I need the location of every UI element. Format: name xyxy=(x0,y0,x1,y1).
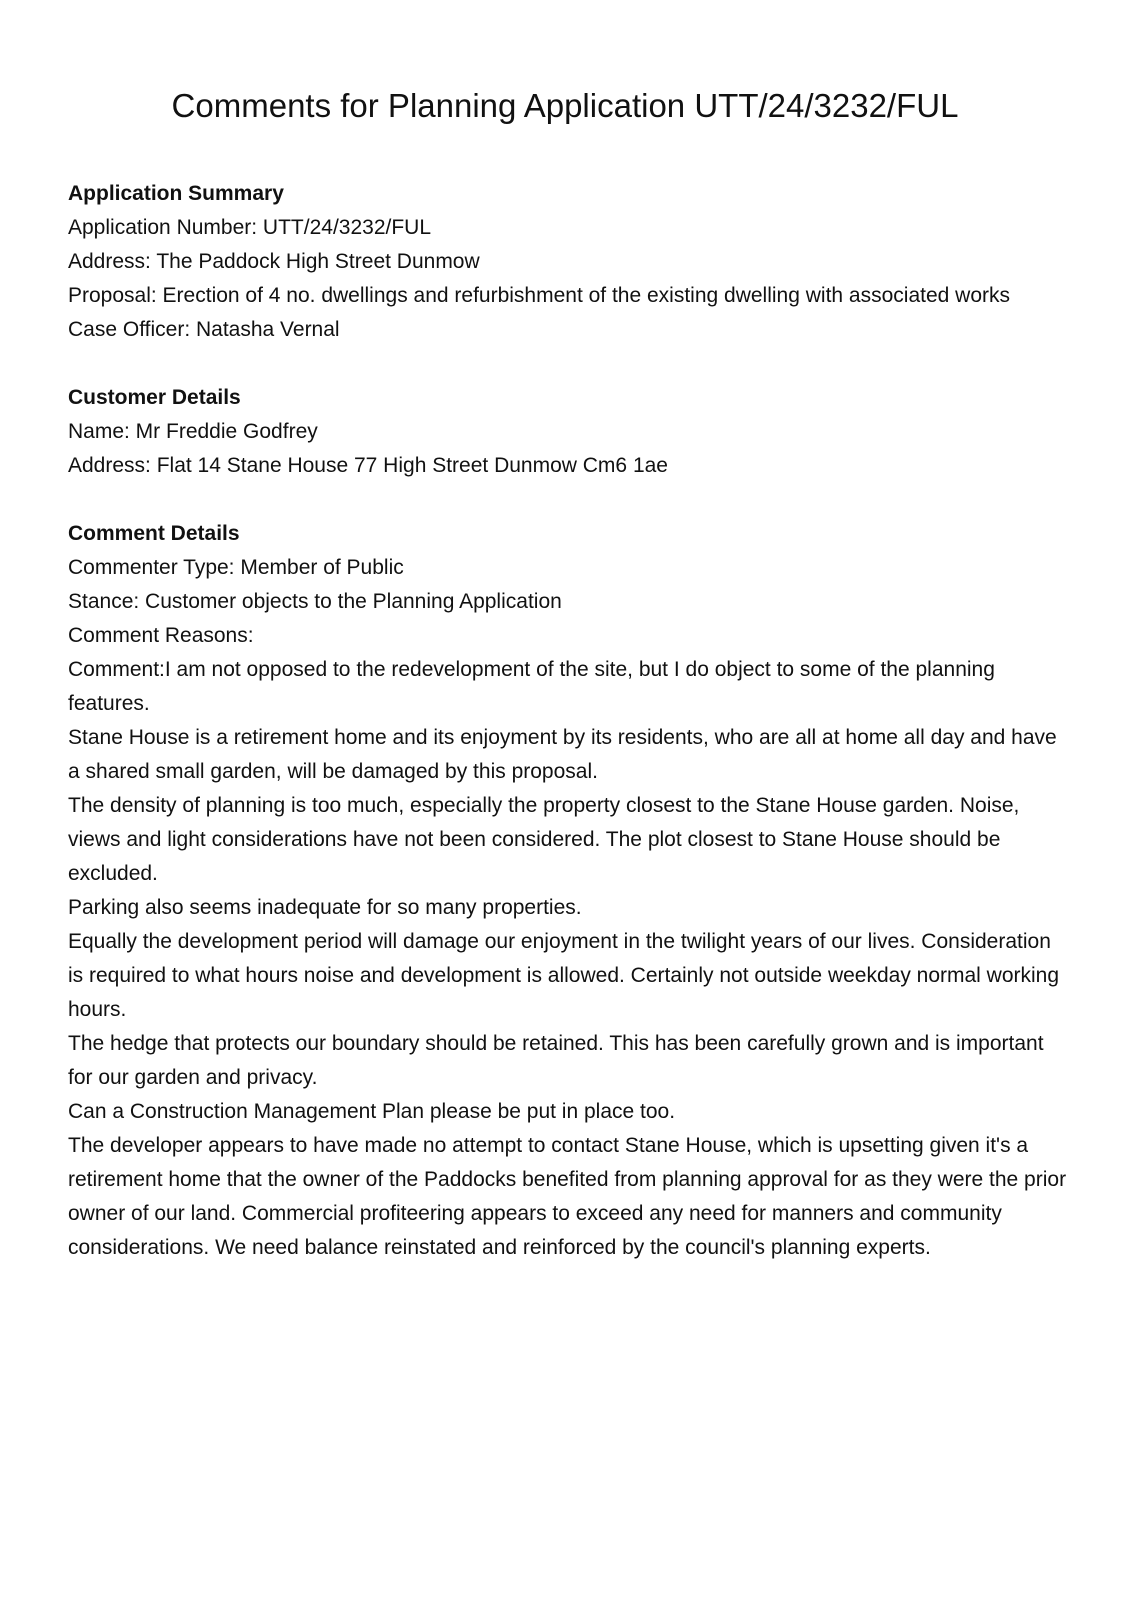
comment-paragraph: Can a Construction Management Plan please be put in place too. xyxy=(68,1100,676,1123)
customer-name: Name: Mr Freddie Godfrey xyxy=(68,420,318,443)
case-officer: Case Officer: Natasha Vernal xyxy=(68,318,340,341)
section-spacer xyxy=(68,347,1068,381)
comment-paragraph: Equally the development period will damage our enjoyment in the twilight years of our lives. Consideration is required to what hours noise and development is allowed. Certainly not outside weekday normal working hours. xyxy=(68,930,1060,1021)
page-title: Comments for Planning Application UTT/24/3232/FUL xyxy=(171,87,959,124)
section-heading: Customer Details xyxy=(68,386,241,409)
application-number: Application Number: UTT/24/3232/FUL xyxy=(68,216,431,239)
customer-details-section xyxy=(68,381,1068,483)
section-heading: Comment Details xyxy=(68,522,240,545)
stance: Stance: Customer objects to the Planning Application xyxy=(68,590,562,613)
comment-paragraph: The developer appears to have made no attempt to contact Stane House, which is upsetting given it's a retirement home that the owner of the Paddocks benefited from planning approval for as they were the prior owner of our land. Commercial profiteering appears to exceed any need for manners and community considerations. We need balance reinstated and reinforced by the council's planning experts. xyxy=(68,1134,1067,1259)
comment-paragraph: Stane House is a retirement home and its enjoyment by its residents, who are all at home all day and have a shared small garden, will be damaged by this proposal. xyxy=(68,726,1057,783)
comment-reasons: Comment Reasons: xyxy=(68,624,254,647)
comment-paragraph: Parking also seems inadequate for so many properties. xyxy=(68,896,582,919)
comment-paragraph: Comment:I am not opposed to the redevelopment of the site, but I do object to some of the planning features. xyxy=(68,658,995,715)
application-summary-section xyxy=(68,177,1068,347)
document-body xyxy=(68,177,1068,1265)
comment-paragraph: The density of planning is too much, especially the property closest to the Stane House garden. Noise, views and light considerations have not been considered. The plot closest to Stane House should be excluded. xyxy=(68,794,1020,885)
customer-address: Address: Flat 14 Stane House 77 High Street Dunmow Cm6 1ae xyxy=(68,454,668,477)
commenter-type: Commenter Type: Member of Public xyxy=(68,556,404,579)
section-spacer xyxy=(68,483,1068,517)
comment-paragraph: The hedge that protects our boundary should be retained. This has been carefully grown and is important for our garden and privacy. xyxy=(68,1032,1044,1089)
section-heading: Application Summary xyxy=(68,182,284,205)
proposal: Proposal: Erection of 4 no. dwellings and refurbishment of the existing dwelling with associated works xyxy=(68,284,1010,307)
application-address: Address: The Paddock High Street Dunmow xyxy=(68,250,480,273)
comment-details-section xyxy=(68,517,1068,1265)
